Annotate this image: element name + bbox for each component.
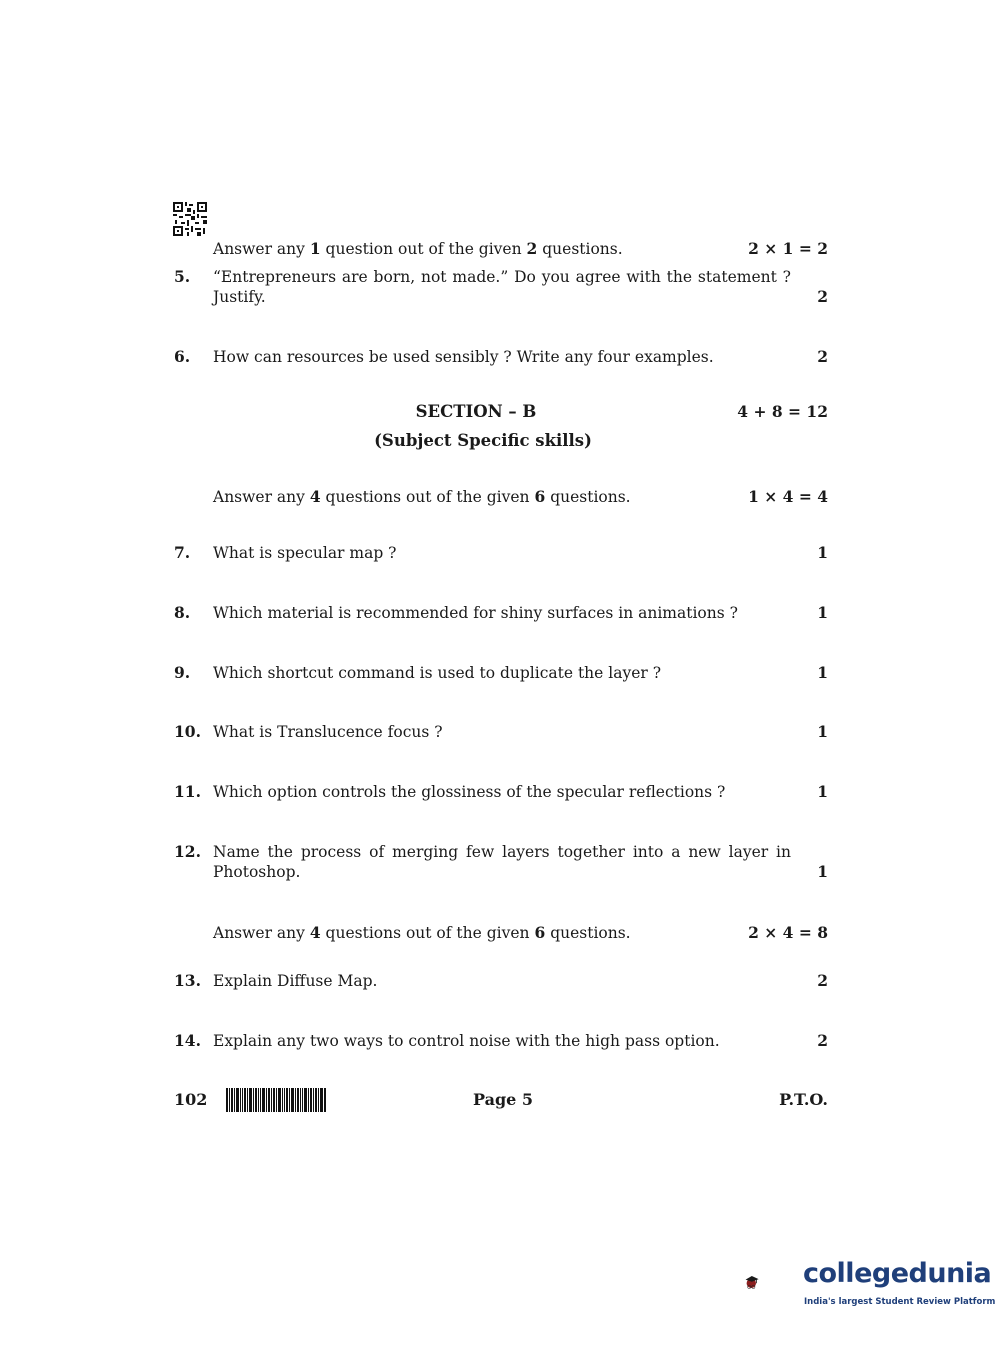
question-marks: 1: [817, 862, 828, 881]
question-marks: 2: [817, 1031, 828, 1050]
instruction-part-1: Answer any 4 questions out of the given 6 questions.: [213, 487, 631, 506]
question-number: 8.: [174, 603, 191, 622]
instruction-marks: 2 × 4 = 8: [748, 923, 828, 942]
question-number: 5.: [174, 267, 191, 286]
question-text: Name the process of merging few layers together into a new layer in Photoshop.: [213, 843, 791, 881]
question-text: Explain any two ways to control noise with the high pass option.: [213, 1032, 720, 1050]
instruction-section-a: Answer any 1 question out of the given 2 questions.: [213, 239, 623, 258]
question-marks: 2: [817, 971, 828, 990]
question-text: Which option controls the glossiness of the specular reflections ?: [213, 783, 726, 801]
question-number: 10.: [174, 722, 201, 741]
collegedunia-tagline: India's largest Student Review Platform: [804, 1297, 996, 1307]
section-marks: 4 + 8 = 12: [737, 402, 828, 421]
instruction-marks: 1 × 4 = 4: [748, 487, 828, 506]
question-text: Which material is recommended for shiny surfaces in animations ?: [213, 604, 738, 622]
page-number: Page 5: [473, 1090, 534, 1109]
question-marks: 1: [817, 782, 828, 801]
question-text: How can resources be used sensibly ? Write any four examples.: [213, 348, 714, 366]
collegedunia-logo-icon: [744, 1248, 804, 1318]
please-turn-over: P.T.O.: [779, 1090, 828, 1109]
instruction-part-2: Answer any 4 questions out of the given 6 questions.: [213, 923, 631, 942]
question-marks: 1: [817, 722, 828, 741]
question-text: Explain Diffuse Map.: [213, 972, 378, 990]
question-marks: 2: [817, 287, 828, 306]
collegedunia-wordmark: collegedunia: [803, 1258, 992, 1289]
section-title: SECTION – B: [415, 402, 537, 421]
question-text: What is Translucence focus ?: [213, 723, 443, 741]
question-number: 11.: [174, 782, 201, 801]
question-marks: 1: [817, 603, 828, 622]
question-number: 9.: [174, 663, 191, 682]
question-number: 14.: [174, 1031, 201, 1050]
question-text: Which shortcut command is used to duplicate the layer ?: [213, 664, 662, 682]
question-text: “Entrepreneurs are born, not made.” Do you agree with the statement ? Justify.: [213, 268, 791, 306]
question-number: 6.: [174, 347, 191, 366]
barcode: [226, 1088, 326, 1112]
question-text: What is specular map ?: [213, 544, 397, 562]
paper-code: 102: [174, 1090, 208, 1109]
question-marks: 1: [817, 543, 828, 562]
section-subtitle: (Subject Specific skills): [374, 431, 592, 450]
question-number: 13.: [174, 971, 201, 990]
question-number: 7.: [174, 543, 191, 562]
question-marks: 2: [817, 347, 828, 366]
instruction-marks: 2 × 1 = 2: [748, 239, 828, 258]
qr-code: [173, 202, 207, 236]
question-number: 12.: [174, 842, 201, 861]
question-marks: 1: [817, 663, 828, 682]
